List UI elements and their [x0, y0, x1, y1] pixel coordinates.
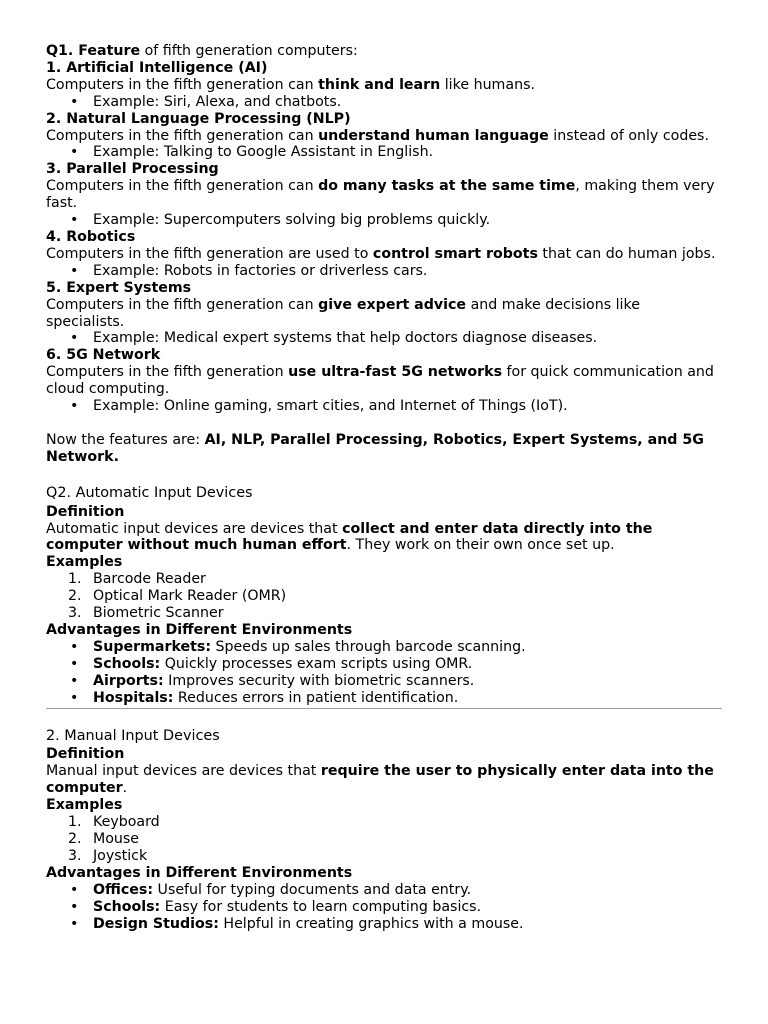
feature-title: 6. 5G Network: [46, 347, 161, 364]
example-item: [46, 848, 722, 865]
feature-desc-post: that can do human jobs.: [537, 245, 716, 262]
features-summary: [46, 432, 722, 466]
q1-heading-rest: of fifth generation computers:: [140, 43, 358, 59]
manual-heading: 2. Manual Input Devices: [46, 727, 220, 744]
example-text: Joystick: [93, 847, 148, 864]
example-item: [46, 588, 722, 605]
feature-desc-post: and make decisions like specialists.: [46, 296, 640, 330]
feature-desc-bold: do many tasks at the same time: [318, 178, 576, 195]
feature-title: 5. Expert Systems: [46, 279, 192, 296]
def-bold: require the user to physically enter data into the computer: [46, 763, 714, 797]
feature-desc-pre: Computers in the fifth generation are used to: [46, 245, 373, 262]
feature-example: • Example: Online gaming, smart cities, and Internet of Things (IoT).: [46, 398, 722, 415]
advantage-place: Design Studios:: [93, 915, 219, 932]
feature-title: 3. Parallel Processing: [46, 161, 219, 178]
feature-desc-post: for quick communication and cloud computing.: [46, 364, 714, 398]
advantage-text: Easy for students to learn computing basics.: [160, 898, 482, 915]
advantage-item: [46, 916, 722, 933]
advantage-item: [46, 639, 722, 656]
feature-desc-pre: Computers in the fifth generation can: [46, 76, 319, 93]
advantage-text: Reduces errors in patient identification.: [173, 689, 459, 706]
q1-heading-bold: Q1. Feature: [46, 43, 141, 59]
feature-desc-bold: think and learn: [318, 76, 441, 93]
feature-desc-bold: understand human language: [318, 127, 549, 144]
item-number: 2.: [68, 588, 82, 605]
advantage-item: [46, 656, 722, 673]
feature-description: [46, 128, 722, 145]
feature-title: 1. Artificial Intelligence (AI): [46, 59, 268, 76]
summary-bold: AI, NLP, Parallel Processing, Robotics, Expert Systems, and 5G Network.: [46, 431, 704, 465]
feature-desc-post: like humans.: [440, 76, 535, 93]
advantage-text: Improves security with biometric scanners.: [163, 672, 475, 689]
feature-description: [46, 77, 722, 94]
feature-desc-pre: Computers in the fifth generation can: [46, 296, 319, 313]
advantage-text: Useful for typing documents and data entry.: [153, 881, 472, 898]
advantages-label: Advantages in Different Environments: [46, 622, 353, 638]
example-item: [46, 571, 722, 588]
feature-example: • Example: Siri, Alexa, and chatbots.: [46, 94, 722, 111]
feature-desc-pre: Computers in the fifth generation can: [46, 127, 319, 144]
document-body: [46, 43, 722, 932]
definition-text: [46, 763, 722, 797]
spacer: [46, 466, 722, 485]
feature-description: [46, 246, 722, 263]
def-pre: Manual input devices are devices that: [46, 763, 321, 780]
examples-label: Examples: [46, 554, 123, 571]
feature-description: [46, 297, 722, 331]
spacer: [46, 415, 722, 432]
feature-description: [46, 178, 722, 212]
item-number: 1.: [68, 814, 82, 831]
example-item: [46, 831, 722, 848]
example-item: [46, 605, 722, 622]
example-text: Biometric Scanner: [93, 605, 224, 622]
feature-desc-bold: control smart robots: [372, 245, 538, 262]
feature-example: • Example: Robots in factories or driverless cars.: [46, 263, 722, 280]
advantages-label: Advantages in Different Environments: [46, 864, 353, 881]
advantage-text: Helpful in creating graphics with a mouse.: [218, 915, 524, 932]
feature-desc-bold: give expert advice: [318, 296, 467, 313]
example-text: Optical Mark Reader (OMR): [93, 588, 287, 605]
advantage-place: Schools:: [93, 655, 161, 672]
definition-label: Definition: [46, 503, 125, 520]
advantage-place: Schools:: [93, 898, 161, 915]
def-bold: collect and enter data directly into the computer without much human effort: [46, 520, 653, 554]
feature-example: • Example: Talking to Google Assistant in English.: [46, 144, 722, 161]
advantage-item: [46, 882, 722, 899]
feature-desc-pre: Computers in the fifth generation: [46, 364, 289, 381]
q2-heading: Q2. Automatic Input Devices: [46, 484, 253, 501]
feature-title: 2. Natural Language Processing (NLP): [46, 110, 351, 127]
feature-example: • Example: Supercomputers solving big problems quickly.: [46, 212, 722, 229]
item-number: 2.: [68, 830, 82, 847]
feature-desc-post: instead of only codes.: [548, 127, 709, 144]
advantage-text: Quickly processes exam scripts using OMR.: [160, 655, 473, 672]
definition-label: Definition: [46, 746, 125, 763]
examples-label: Examples: [46, 797, 123, 814]
advantage-text: Speeds up sales through barcode scanning.: [211, 638, 526, 655]
def-post: .: [122, 780, 128, 797]
feature-desc-bold: use ultra-fast 5G networks: [288, 364, 503, 381]
item-number: 3.: [68, 605, 82, 622]
horizontal-divider: [46, 708, 722, 709]
summary-pre: Now the features are:: [46, 431, 205, 448]
definition-text: [46, 521, 722, 555]
def-pre: Automatic input devices are devices that: [46, 520, 343, 537]
advantage-place: Supermarkets:: [93, 638, 212, 655]
feature-description: [46, 364, 722, 398]
example-text: Barcode Reader: [93, 571, 206, 588]
advantage-item: [46, 899, 722, 916]
feature-desc-post: , making them very fast.: [46, 178, 715, 212]
advantage-item: [46, 673, 722, 690]
item-number: 1.: [68, 571, 82, 588]
feature-desc-pre: Computers in the fifth generation can: [46, 178, 319, 195]
example-text: Keyboard: [93, 814, 160, 831]
example-text: Mouse: [93, 830, 140, 847]
advantage-item: [46, 690, 722, 707]
example-item: [46, 814, 722, 831]
advantage-place: Hospitals:: [93, 689, 174, 706]
advantage-place: Airports:: [93, 672, 164, 689]
item-number: 3.: [68, 847, 82, 864]
advantage-place: Offices:: [93, 881, 154, 898]
feature-title: 4. Robotics: [46, 228, 136, 245]
feature-example: • Example: Medical expert systems that help doctors diagnose diseases.: [46, 330, 722, 347]
q1-heading: [46, 43, 722, 60]
def-post: . They work on their own once set up.: [346, 537, 615, 554]
